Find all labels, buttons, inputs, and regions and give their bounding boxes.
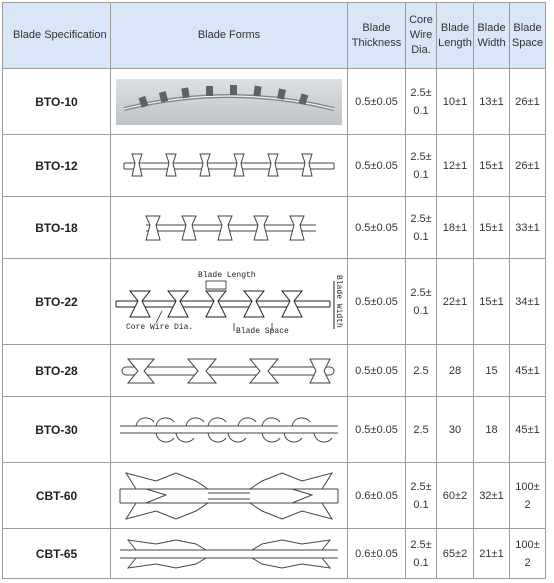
width-cell: 15±1 [474,259,510,345]
width-cell: 15 [474,345,510,397]
label-blade-width: Blade Width [334,274,343,328]
label-blade-space: Blade Space [236,326,289,336]
cbt65-drawing [116,534,342,574]
spec-cell: BTO-10 [3,69,111,135]
core-cell: 2.5 [406,397,437,463]
thickness-cell: 0.5±0.05 [348,259,406,345]
header-thickness: Blade Thickness [348,3,406,69]
table-row [3,397,546,463]
width-cell: 18 [474,397,510,463]
space-cell: 45±1 [510,345,546,397]
spec-cell: BTO-28 [3,345,111,397]
length-cell: 60±2 [437,463,474,529]
width-cell: 15±1 [474,135,510,197]
space-cell: 34±1 [510,259,546,345]
core-cell: 2.5± 0.1 [406,259,437,345]
spec-cell: CBT-60 [3,463,111,529]
spec-cell: BTO-12 [3,135,111,197]
header-forms: Blade Forms [111,3,348,69]
thickness-cell: 0.5±0.05 [348,197,406,259]
blade-form-drawing [111,529,348,579]
core-cell: 2.5± 0.1 [406,135,437,197]
header-core: Core Wire Dia. [406,3,437,69]
thickness-cell: 0.5±0.05 [348,69,406,135]
header-width: Blade Width [474,3,510,69]
length-cell: 30 [437,397,474,463]
length-cell: 22±1 [437,259,474,345]
spec-cell: BTO-30 [3,397,111,463]
space-cell: 33±1 [510,197,546,259]
bto10-photo [116,79,342,125]
length-cell: 28 [437,345,474,397]
spec-cell: CBT-65 [3,529,111,579]
space-cell: 26±1 [510,69,546,135]
width-cell: 13±1 [474,69,510,135]
blade-form-drawing [111,197,348,259]
core-cell: 2.5± 0.1 [406,69,437,135]
table-row [3,463,546,529]
length-cell: 10±1 [437,69,474,135]
core-cell: 2.5 [406,345,437,397]
bto28-drawing [116,353,342,389]
space-cell: 45±1 [510,397,546,463]
blade-form-drawing [111,135,348,197]
bto12-drawing [116,146,342,186]
table-row [3,135,546,197]
thickness-cell: 0.5±0.05 [348,345,406,397]
table-row [3,259,546,345]
blade-form-drawing [111,463,348,529]
core-cell: 2.5± 0.1 [406,463,437,529]
blade-form-photo [111,69,348,135]
bto22-drawing [112,261,346,343]
header-space: Blade Space [510,3,546,69]
blade-spec-table [2,2,546,579]
width-cell: 15±1 [474,197,510,259]
label-blade-length: Blade Length [198,270,256,280]
blade-form-drawing [111,397,348,463]
table-row [3,345,546,397]
thickness-cell: 0.5±0.05 [348,397,406,463]
blade-form-drawing [111,345,348,397]
label-core-wire: Core Wire Dia. [126,322,194,332]
header-row [3,3,546,69]
spec-cell: BTO-18 [3,197,111,259]
thickness-cell: 0.6±0.05 [348,529,406,579]
bto30-drawing [116,408,342,452]
core-cell: 2.5± 0.1 [406,197,437,259]
cbt60-drawing [116,467,342,525]
table-row [3,197,546,259]
table-row [3,529,546,579]
header-spec: Blade Specification [3,3,111,69]
width-cell: 21±1 [474,529,510,579]
length-cell: 18±1 [437,197,474,259]
space-cell: 100± 2 [510,529,546,579]
table-row [3,69,546,135]
spec-cell: BTO-22 [3,259,111,345]
width-cell: 32±1 [474,463,510,529]
length-cell: 65±2 [437,529,474,579]
thickness-cell: 0.6±0.05 [348,463,406,529]
blade-form-drawing [111,259,348,345]
space-cell: 26±1 [510,135,546,197]
space-cell: 100± 2 [510,463,546,529]
thickness-cell: 0.5±0.05 [348,135,406,197]
core-cell: 2.5± 0.1 [406,529,437,579]
bto18-drawing [116,208,342,248]
header-length: Blade Length [437,3,474,69]
length-cell: 12±1 [437,135,474,197]
